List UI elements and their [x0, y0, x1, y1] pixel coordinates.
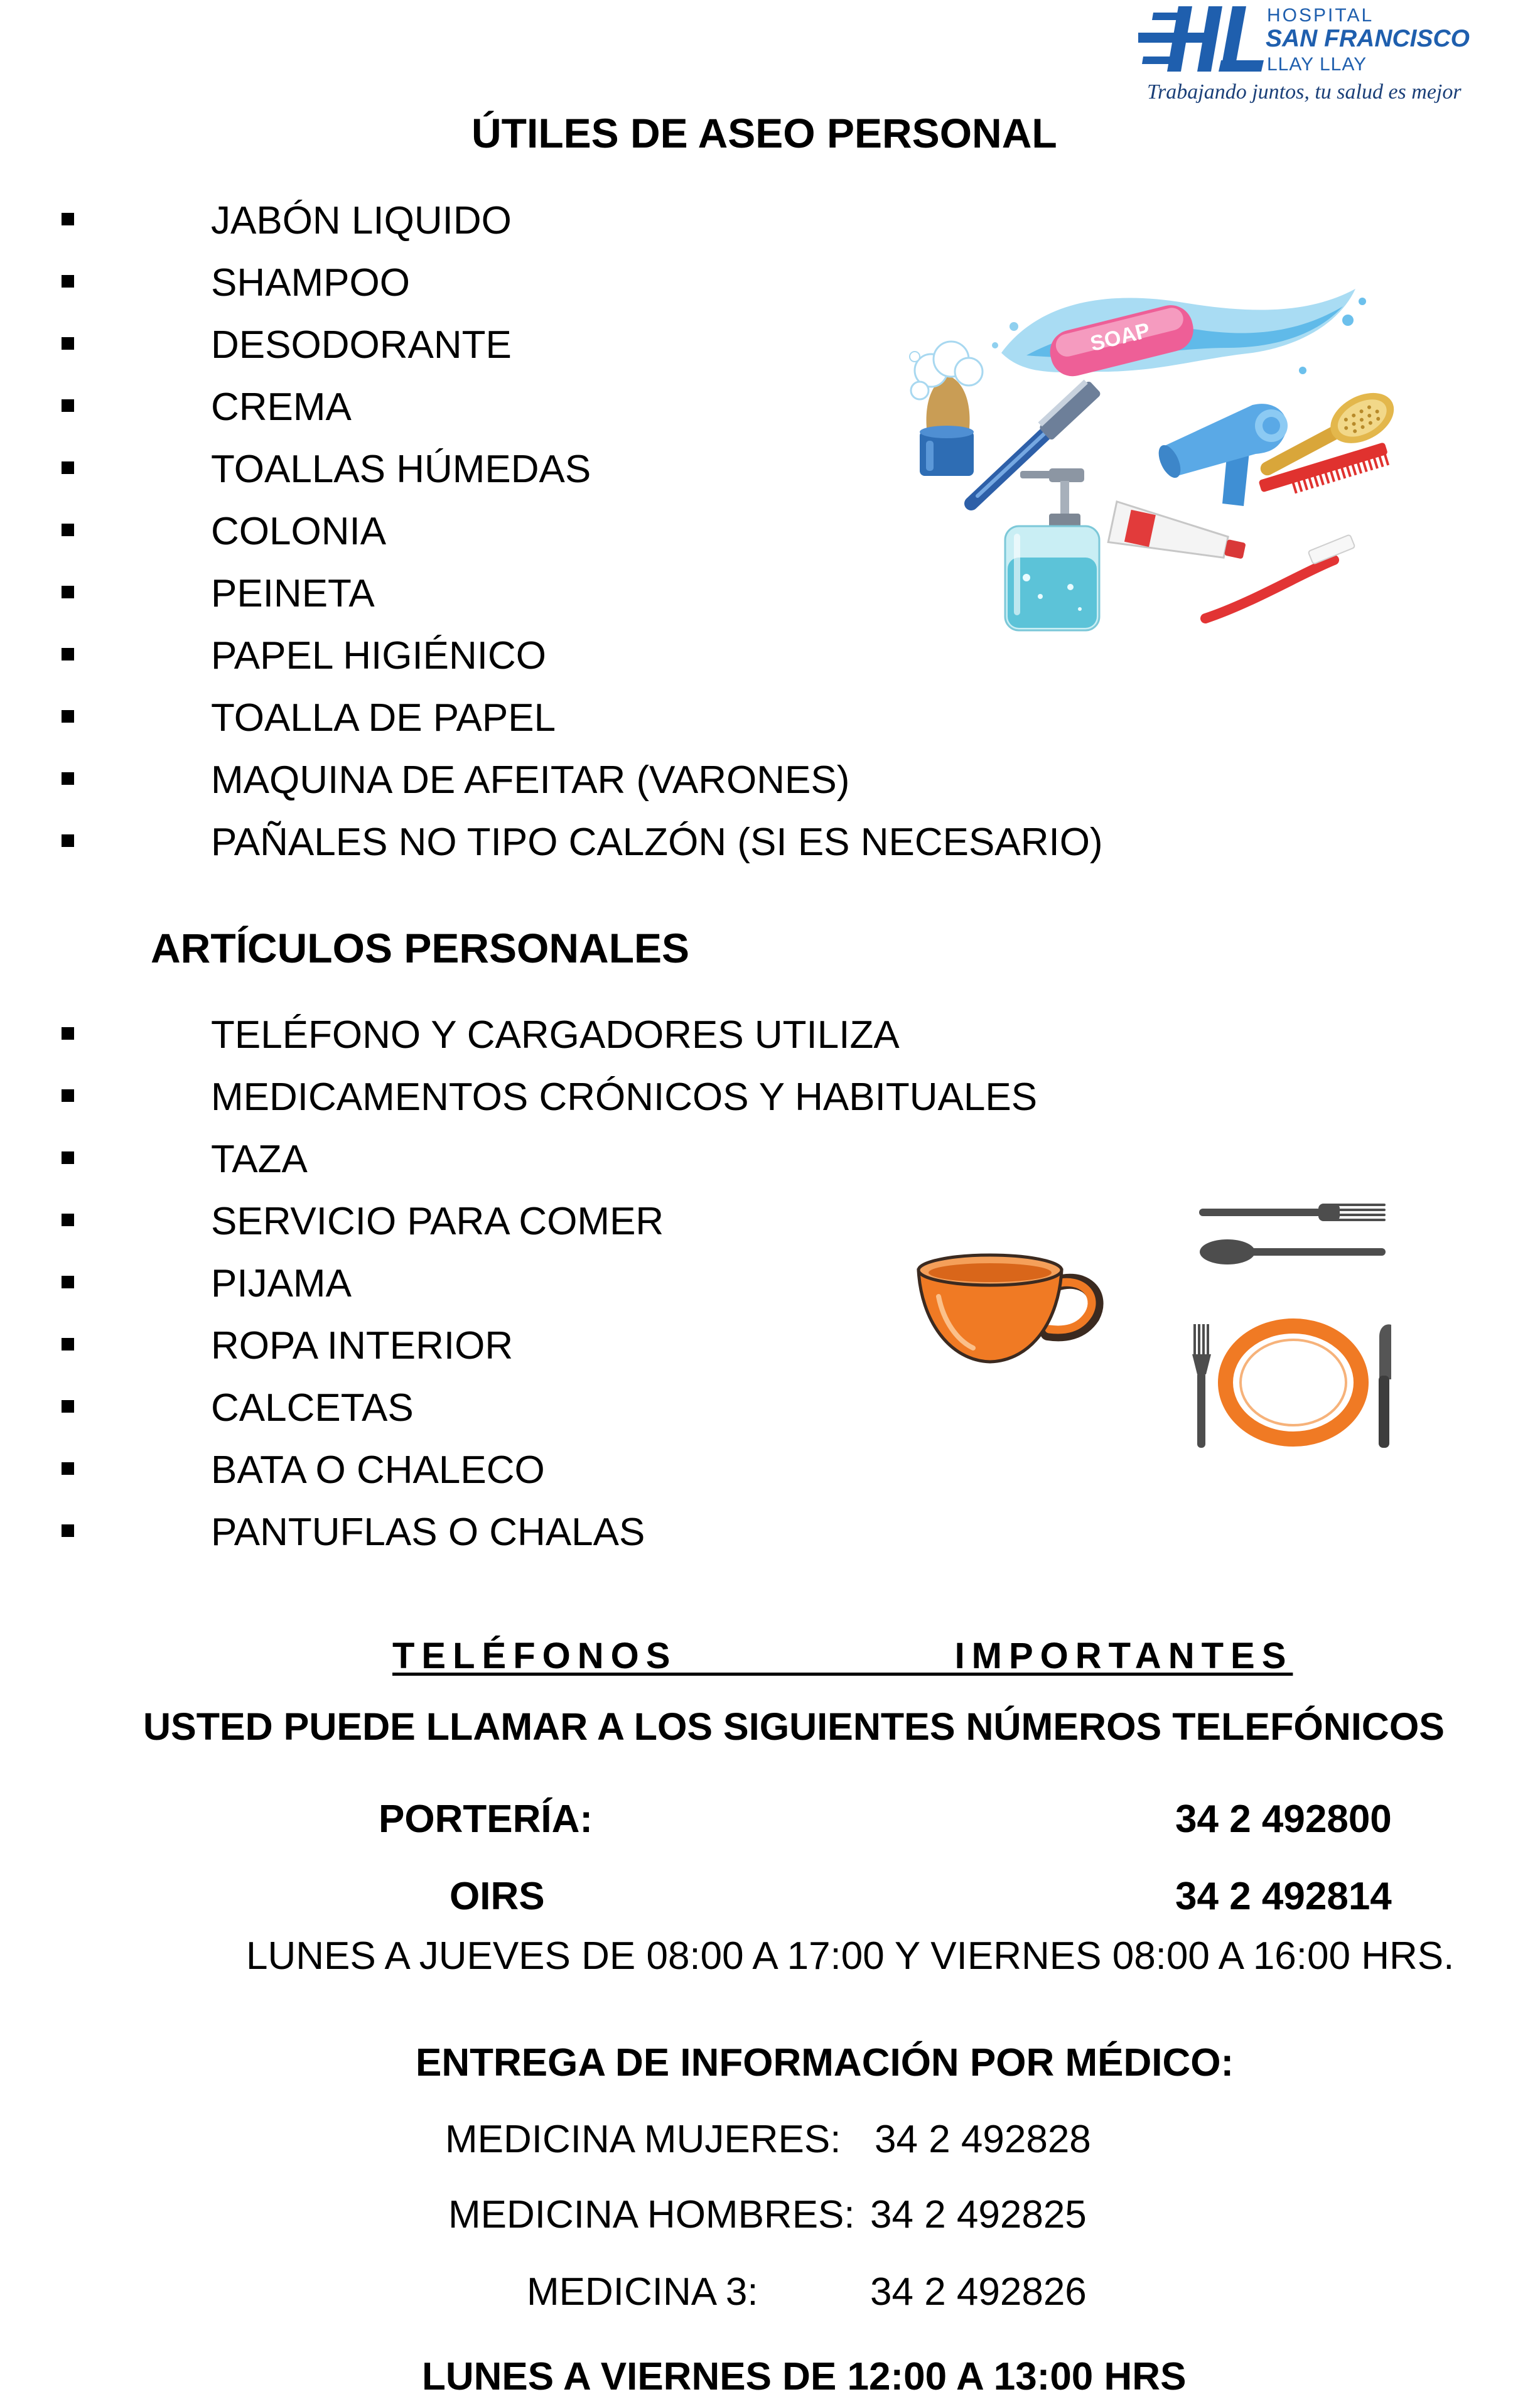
- bullet-icon: [62, 337, 74, 350]
- logo-text-hospital: HOSPITAL: [1267, 5, 1374, 26]
- bullet-icon: [62, 1027, 74, 1040]
- list-item-text: MAQUINA DE AFEITAR (VARONES): [211, 758, 850, 802]
- contact-number: 34 2 492828: [875, 2118, 1091, 2161]
- logo-text-name: SAN FRANCISCO: [1266, 25, 1470, 52]
- bullet-icon: [62, 772, 74, 785]
- bullet-icon: [62, 275, 74, 288]
- hl-logo-icon: [1138, 4, 1264, 74]
- bullet-icon: [62, 213, 74, 225]
- fork-vertical: [1192, 1324, 1211, 1448]
- list-item-text: JABÓN LIQUIDO: [211, 199, 512, 242]
- contact-label: MEDICINA MUJERES:: [445, 2118, 841, 2161]
- bullet-icon: [62, 1089, 74, 1102]
- contact-number: 34 2 492826: [870, 2270, 1087, 2314]
- list-item-text: PIJAMA: [211, 1262, 352, 1305]
- list-item: [0, 1004, 1130, 1066]
- list-item-text: COLONIA: [211, 510, 387, 553]
- bullet-icon: [62, 1276, 74, 1288]
- bullet-icon: [62, 1400, 74, 1413]
- plate: [1225, 1326, 1361, 1439]
- tableware-illustration: [913, 1190, 1406, 1453]
- list-item: [0, 687, 1130, 749]
- list-item-text: TAZA: [211, 1138, 308, 1181]
- soap-label: SOAP: [1087, 318, 1153, 357]
- shaving-brush: [910, 342, 983, 476]
- section-title-aseo: ÚTILES DE ASEO PERSONAL: [471, 110, 1057, 156]
- bullet-icon: [62, 710, 74, 723]
- office-hours: LUNES A JUEVES DE 08:00 A 17:00 Y VIERNES 08:00 A 16:00 HRS.: [246, 1934, 1455, 1978]
- cup: [918, 1255, 1096, 1362]
- pump-bottle: [1005, 468, 1099, 630]
- list-item-text: SHAMPOO: [211, 261, 410, 305]
- toothpaste-tube: [1108, 502, 1249, 570]
- bullet-icon: [62, 1462, 74, 1475]
- list-item: [0, 1501, 1130, 1563]
- list-item: [0, 749, 1130, 811]
- bullet-icon: [62, 524, 74, 536]
- bullet-icon: [62, 461, 74, 474]
- bullet-icon: [62, 648, 74, 660]
- knife: [1379, 1324, 1391, 1448]
- contact-label: MEDICINA 3:: [527, 2270, 758, 2314]
- list-item-text: PAÑALES NO TIPO CALZÓN (SI ES NECESARIO): [211, 821, 1103, 864]
- list-item-text: PEINETA: [211, 572, 375, 615]
- medical-info-hours: LUNES A VIERNES DE 12:00 A 13:00 HRS: [422, 2355, 1187, 2398]
- list-item-text: PANTUFLAS O CHALAS: [211, 1511, 645, 1554]
- list-item-text: CREMA: [211, 385, 352, 429]
- list-item: [0, 811, 1130, 873]
- contact-number: 34 2 492800: [1175, 1798, 1392, 1841]
- list-item-text: PAPEL HIGIÉNICO: [211, 634, 547, 677]
- list-item-text: TELÉFONO Y CARGADORES UTILIZA: [211, 1013, 900, 1057]
- bullet-icon: [62, 834, 74, 847]
- list-item-text: TOALLAS HÚMEDAS: [211, 448, 591, 491]
- medical-info-title: ENTREGA DE INFORMACIÓN POR MÉDICO:: [416, 2041, 1234, 2084]
- contact-number: 34 2 492825: [870, 2193, 1087, 2236]
- logo-text-location: LLAY LLAY: [1267, 54, 1367, 75]
- contact-label: OIRS: [450, 1875, 545, 1918]
- phones-heading: TELÉFONOS IMPORTANTES: [392, 1636, 1293, 1676]
- contact-label: MEDICINA HOMBRES:: [448, 2193, 855, 2236]
- spoon: [1200, 1239, 1386, 1264]
- list-item-text: CALCETAS: [211, 1386, 414, 1430]
- bullet-icon: [62, 1151, 74, 1164]
- contact-label: PORTERÍA:: [379, 1798, 593, 1841]
- list-item-text: DESODORANTE: [211, 323, 512, 367]
- list-item-text: TOALLA DE PAPEL: [211, 696, 556, 740]
- bullet-icon: [62, 586, 74, 598]
- bullet-icon: [62, 1214, 74, 1226]
- list-item-text: MEDICAMENTOS CRÓNICOS Y HABITUALES: [211, 1076, 1038, 1119]
- list-item: [0, 1128, 1130, 1190]
- list-item-text: ROPA INTERIOR: [211, 1324, 514, 1367]
- phones-subtitle: USTED PUEDE LLAMAR A LOS SIGUIENTES NÚMEROS TELEFÓNICOS: [143, 1705, 1445, 1748]
- list-item: [0, 190, 1130, 252]
- list-item: [0, 1066, 1130, 1128]
- logo-tagline: Trabajando juntos, tu salud es mejor: [1147, 80, 1462, 104]
- section-title-articulos: ARTÍCULOS PERSONALES: [151, 925, 690, 971]
- list-item-text: BATA O CHALECO: [211, 1448, 545, 1492]
- toiletries-illustration: [901, 276, 1403, 634]
- bullet-icon: [62, 1338, 74, 1350]
- contact-number: 34 2 492814: [1175, 1875, 1392, 1918]
- bullet-icon: [62, 1524, 74, 1537]
- razor: [971, 377, 1102, 504]
- list-item-text: SERVICIO PARA COMER: [211, 1200, 664, 1243]
- fork: [1199, 1204, 1386, 1221]
- bullet-icon: [62, 399, 74, 412]
